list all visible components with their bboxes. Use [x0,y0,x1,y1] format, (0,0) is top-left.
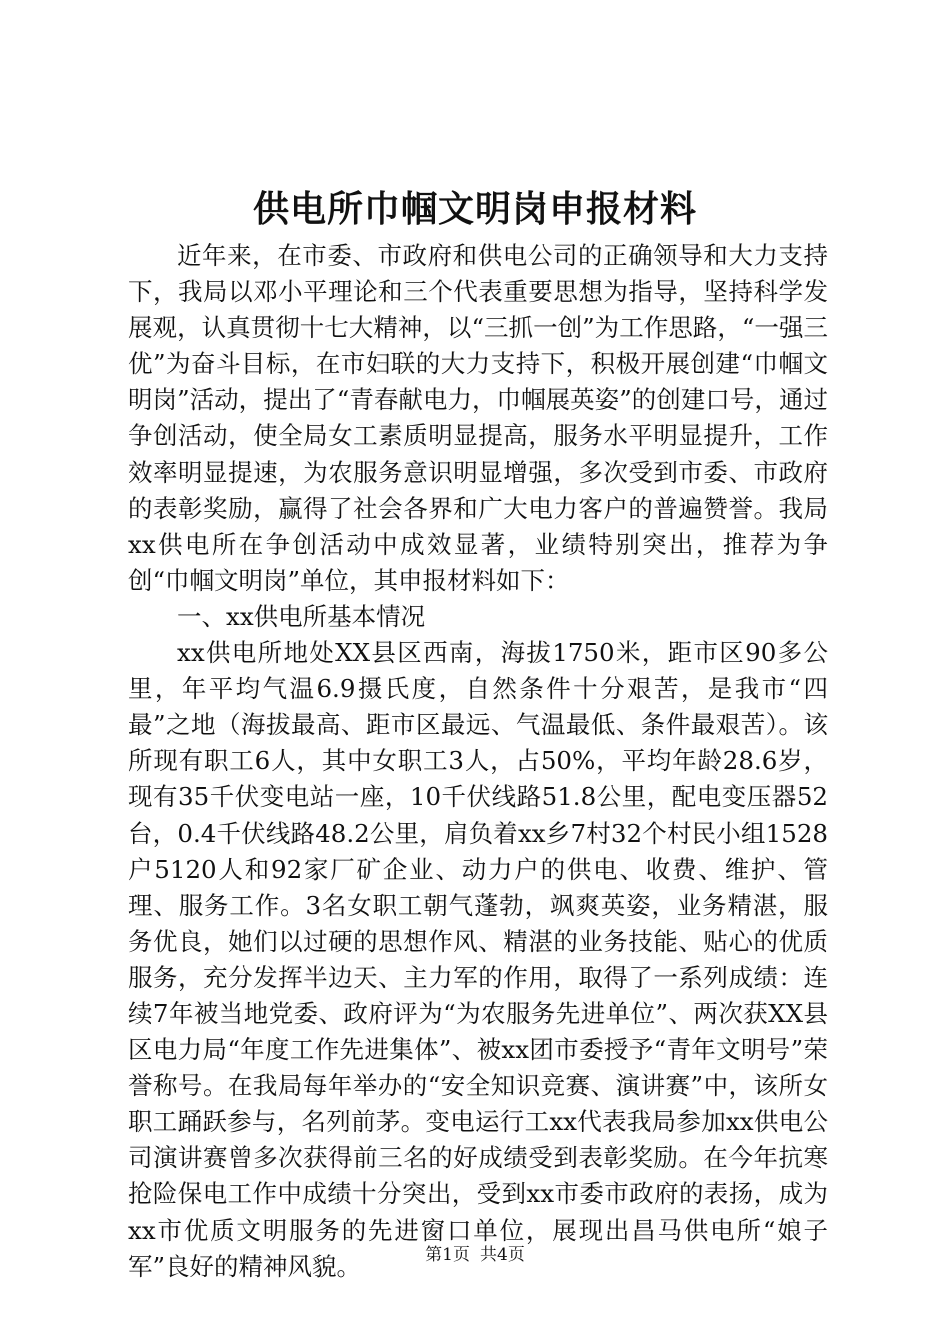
basic-info-paragraph: xx供电所地处XX县区西南，海拔1750米，距市区90多公里，年平均气温6.9摄氏度，自然条件十分艰苦，是我市“四最”之地（海拔最高、距市区最远、气温最低、条件最艰苦）。该所现有职工6人，其中女职工3人，占50%，平均年龄28.6岁，现有35千伏变电站一座，10千伏线路51.8公里，配电变压器52台，0.4千伏线路48.2公里，肩负着xx乡7村32个村民小组1528户5120人和92家厂矿企业、动力户的供电、收费、维护、管理、服务工作。3名女职工朝气蓬勃，飒爽英姿，业务精湛，服务优良，她们以过硬的思想作风、精湛的业务技能、贴心的优质服务，充分发挥半边天、主力军的作用，取得了一系列成绩：连续7年被当地党委、政府评为“为农服务先进单位”、两次获XX县区电力局“年度工作先进集体”、被xx团市委授予“青年文明号”荣誉称号。在我局每年举办的“安全知识竞赛、演讲赛”中，该所女职工踊跃参与，名列前茅。变电运行工xx代表我局参加xx供电公司演讲赛曾多次获得前三名的好成绩受到表彰奖励。在今年抗寒抢险保电工作中成绩十分突出，受到xx市委市政府的表扬，成为xx市优质文明服务的先进窗口单位，展现出昌马供电所“娘子军”良好的精神风貌。 [128,638,828,1281]
page-total: 共4页 [480,1245,525,1265]
page-number: 第1页 [425,1245,470,1265]
section-heading: 一、xx供电所基本情况 [177,601,426,631]
document-title: 供电所巾帼文明岗申报材料 [252,189,697,230]
page-footer [0,1243,950,1267]
intro-paragraph: 近年来，在市委、市政府和供电公司的正确领导和大力支持下，我局以邓小平理论和三个代表重要思想为指导，坚持科学发展观，认真贯彻十七大精神，以“三抓一创”为工作思路，“一强三优”为奋斗目标，在市妇联的大力支持下，积极开展创建“巾帼文明岗”活动，提出了“青春献电力，巾帼展英姿”的创建口号，通过争创活动，使全局女工素质明显提高，服务水平明显提升，工作效率明显提速，为农服务意识明显增强，多次受到市委、市政府的表彰奖励，赢得了社会各界和广大电力客户的普遍赞誉。我局xx供电所在争创活动中成效显著，业绩特别突出，推荐为争创“巾帼文明岗”单位，其申报材料如下： [128,241,828,595]
document-body [128,238,828,1285]
